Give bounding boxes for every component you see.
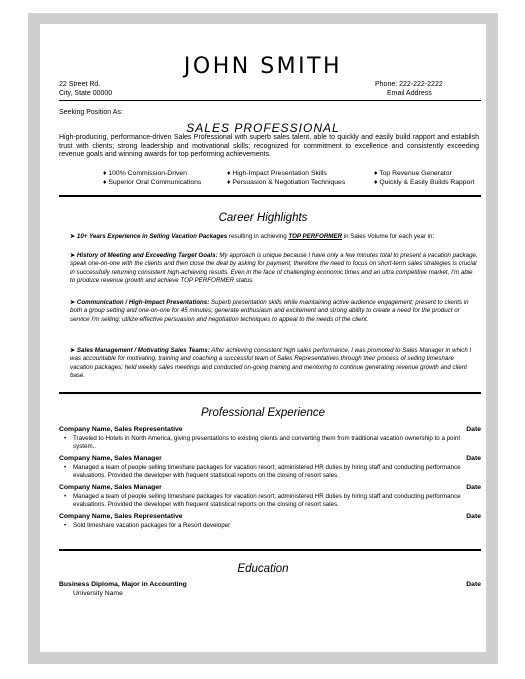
- skill-item: ♦ Persuasion & Negotiation Techniques: [227, 179, 346, 186]
- phone: Phone: 222-222-2222: [375, 81, 443, 88]
- career-highlights-heading: Career Highlights: [218, 212, 308, 224]
- header-divider: [59, 100, 481, 101]
- job-description: • Managed a team of people selling timeshare packages for vacation resort; administered HR duties by hiring staff and conducting performance evaluations. Provided the developer with frequent statistical reports on the closing of resort sales.: [64, 463, 461, 479]
- job-date: Date: [466, 455, 481, 462]
- job-title: Company Name, Sales Manager: [59, 455, 162, 462]
- candidate-name: JOHN SMITH: [183, 54, 343, 79]
- objective-label: Seeking Position As:: [59, 109, 123, 116]
- highlight-item: ➤ Sales Management / Motivating Sales Teams: After achieving consistent high sales performance, I was promoted to Sales Manager in which I was accountable for motivating, training and coaching a successful team of Sales Representatives through their process of selling timeshare vacation packages; held weekly sales meetings and conducted on-going training and mentoring to continue generating revenue growth and client base.: [70, 347, 472, 379]
- job-description: • Managed a team of people selling timeshare packages for vacation resort; administered HR duties by hiring staff and conducting performance evaluations. Provided the developer with frequent statistical reports on the closing of resort sales.: [64, 492, 461, 508]
- target-position: SALES PROFESSIONAL: [186, 121, 340, 135]
- job-date: Date: [466, 513, 481, 520]
- arrow-bullet-icon: ➤: [70, 233, 76, 240]
- skill-item: ♦ High-Impact Presentation Skills: [227, 170, 327, 177]
- job-title: Company Name, Sales Representative: [59, 513, 183, 520]
- degree: Business Diploma, Major in Accounting: [59, 581, 187, 588]
- resume-page: [40, 24, 486, 652]
- highlight-item: ➤ Communication / High-Impact Presentations: Superb presentation skills while maintaining active audience engagement; present to clients in both a group setting and one-on-one for 45 minutes; generate enthusiasm and excitement and strong ability to create a need for the product or service I'm selling; utilize effective persuasion and negotiation techniques to appeal to the needs of the client.: [70, 299, 469, 323]
- job-entry: [59, 513, 481, 530]
- job-title: Company Name, Sales Manager: [59, 484, 162, 491]
- highlight-item: ➤ 10+ Years Experience in Selling Vacation Packages resulting in achieving TOP PERFORMER in Sales Volume for each year in:: [70, 233, 435, 240]
- experience-heading: Professional Experience: [200, 407, 325, 419]
- section-divider: [59, 195, 481, 197]
- summary: High-producing, performance-driven Sales Professional with superb sales talent, able to quickly and easily build rapport and establish trust with clients; strong leadership and motivational skills; recognized for commitment to excellence and consistently exceeding revenue goals and winning awards for top performing achievements.: [59, 134, 479, 158]
- job-entry: [59, 426, 481, 451]
- section-divider: [59, 392, 481, 394]
- job-entry: [59, 484, 481, 509]
- school: University Name: [73, 589, 123, 597]
- email: Email Address: [387, 90, 432, 97]
- job-date: Date: [466, 426, 481, 433]
- job-entry: [59, 455, 481, 480]
- arrow-bullet-icon: ➤: [70, 347, 76, 354]
- job-date: Date: [466, 484, 481, 491]
- highlight-item: ➤ History of Meeting and Exceeding Target Goals: My approach is unique because I have only a few minutes total to present a vacation package, speak one-on-one with the clients and then close the deal by asking for payment; therefore the need to focus on short-term sales strategies is crucial in successfully returning consistent high-achieving results. Even in the face of challenging economic times and an ultra competitive market, I'm able to produce revenue growth and achieve TOP PERFORMER status.: [70, 252, 478, 284]
- skill-item: ♦ Quickly & Easily Builds Rapport: [374, 179, 475, 186]
- job-description: • Sold timeshare vacation packages for a Resort developer: [64, 521, 231, 529]
- education-entry: [59, 581, 481, 598]
- section-divider: [59, 549, 481, 551]
- education-heading: Education: [237, 563, 289, 575]
- arrow-bullet-icon: ➤: [70, 252, 76, 259]
- education-date: Date: [466, 581, 481, 588]
- address-line-2: City, State 00000: [59, 90, 113, 97]
- skill-item: ♦ Superior Oral Communications: [103, 179, 202, 186]
- job-title: Company Name, Sales Representative: [59, 426, 183, 433]
- arrow-bullet-icon: ➤: [70, 299, 76, 306]
- skill-item: ♦ Top Revenue Generator: [374, 170, 452, 177]
- job-description: • Traveled to Hotels in North America, giving presentations to existing clients and converting them from traditional vacation ownership to a point system..: [64, 434, 461, 450]
- skill-item: ♦ 100% Commission-Driven: [103, 170, 187, 177]
- address-line-1: 22 Street Rd.: [59, 81, 101, 88]
